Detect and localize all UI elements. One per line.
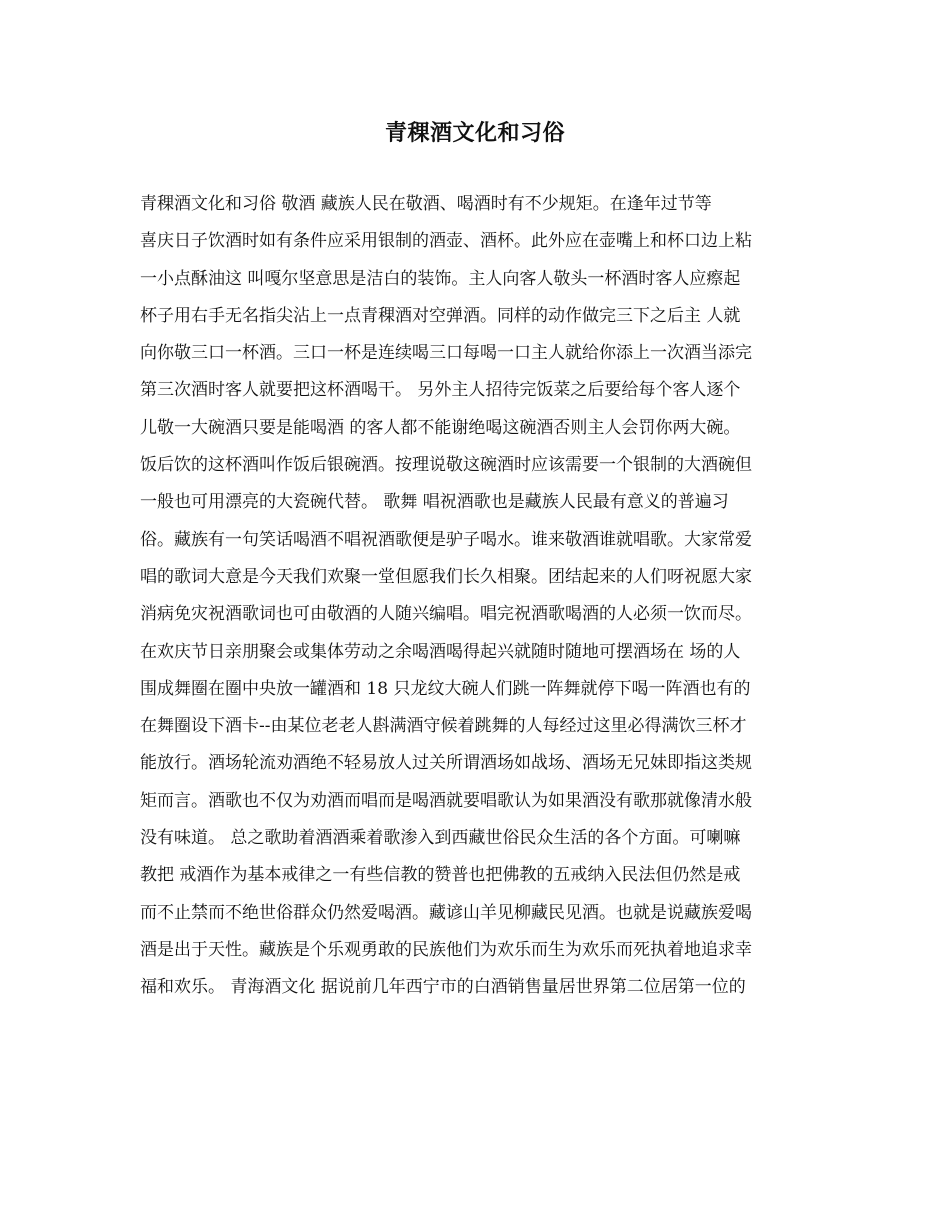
body-line: 消病免灾祝酒歌词也可由敬酒的人随兴编唱。唱完祝酒歌喝酒的人必须一饮而尽。	[140, 604, 752, 625]
body-line: 在欢庆节日亲朋聚会或集体劳动之余喝酒喝得起兴就随时随地可摆酒场在 场的人	[140, 641, 741, 662]
document-title: 青稞酒文化和习俗	[384, 120, 565, 146]
body-line: 唱的歌词大意是今天我们欢聚一堂但愿我们长久相聚。团结起来的人们呀祝愿大家	[140, 566, 752, 587]
body-line: 青稞酒文化和习俗 敬酒 藏族人民在敬酒、喝酒时有不少规矩。在逢年过节等	[140, 194, 712, 214]
body-line: 在舞圈设下酒卡--由某位老老人斟满酒守候着跳舞的人每经过这里必得满饮三杯才	[140, 716, 747, 737]
body-line: 儿敬一大碗酒只要是能喝酒 的客人都不能谢绝喝这碗酒否则主人会罚你两大碗。	[140, 417, 741, 438]
body-line: 教把 戒酒作为基本戒律之一有些信教的赞普也把佛教的五戒纳入民法但仍然是戒	[140, 865, 741, 886]
body-line: 第三次酒时客人就要把这杯酒喝干。 另外主人招待完饭菜之后要给每个客人逐个	[140, 380, 741, 401]
body-line: 矩而言。酒歌也不仅为劝酒而唱而是喝酒就要唱歌认为如果酒没有歌那就像清水般	[140, 790, 752, 811]
body-line: 没有味道。 总之歌助着酒酒乘着歌渗入到西藏世俗民众生活的各个方面。可喇嘛	[140, 828, 741, 849]
body-line: 而不止禁而不绝世俗群众仍然爱喝酒。藏谚山羊见柳藏民见酒。也就是说藏族爱喝	[140, 902, 752, 923]
body-line: 酒是出于天性。藏族是个乐观勇敢的民族他们为欢乐而生为欢乐而死执着地追求幸	[140, 939, 752, 960]
body-line: 一般也可用漂亮的大瓷碗代替。 歌舞 唱祝酒歌也是藏族人民最有意义的普遍习	[140, 492, 729, 513]
body-line: 杯子用右手无名指尖沾上一点青稞酒对空弹酒。同样的动作做完三下之后主 人就	[140, 305, 741, 326]
body-line: 福和欢乐。 青海酒文化 据说前几年西宁市的白酒销售量居世界第二位居第一位的	[140, 977, 746, 998]
body-line: 饭后饮的这杯酒叫作饭后银碗酒。按理说敬这碗酒时应该需要一个银制的大酒碗但	[140, 455, 752, 476]
body-line: 一小点酥油这 叫嘎尔坚意思是洁白的装饰。主人向客人敬头一杯酒时客人应瘵起	[140, 268, 741, 289]
body-line: 围成舞圈在圈中央放一罐酒和 18 只龙纹大碗人们跳一阵舞就停下喝一阵酒也有的	[140, 678, 751, 699]
body-line: 喜庆日子饮酒时如有条件应采用银制的酒壶、酒杯。此外应在壶嘴上和杯口边上粘	[140, 231, 752, 252]
body-line: 向你敬三口一杯酒。三口一杯是连续喝三口每喝一口主人就给你添上一次酒当添完	[140, 343, 752, 364]
body-line: 俗。藏族有一句笑话喝酒不唱祝酒歌便是驴子喝水。谁来敬酒谁就唱歌。大家常爱	[140, 529, 752, 550]
document-body	[140, 186, 812, 1007]
body-line: 能放行。酒场轮流劝酒绝不轻易放人过关所谓酒场如战场、酒场无兄妹即指这类规	[140, 753, 752, 774]
